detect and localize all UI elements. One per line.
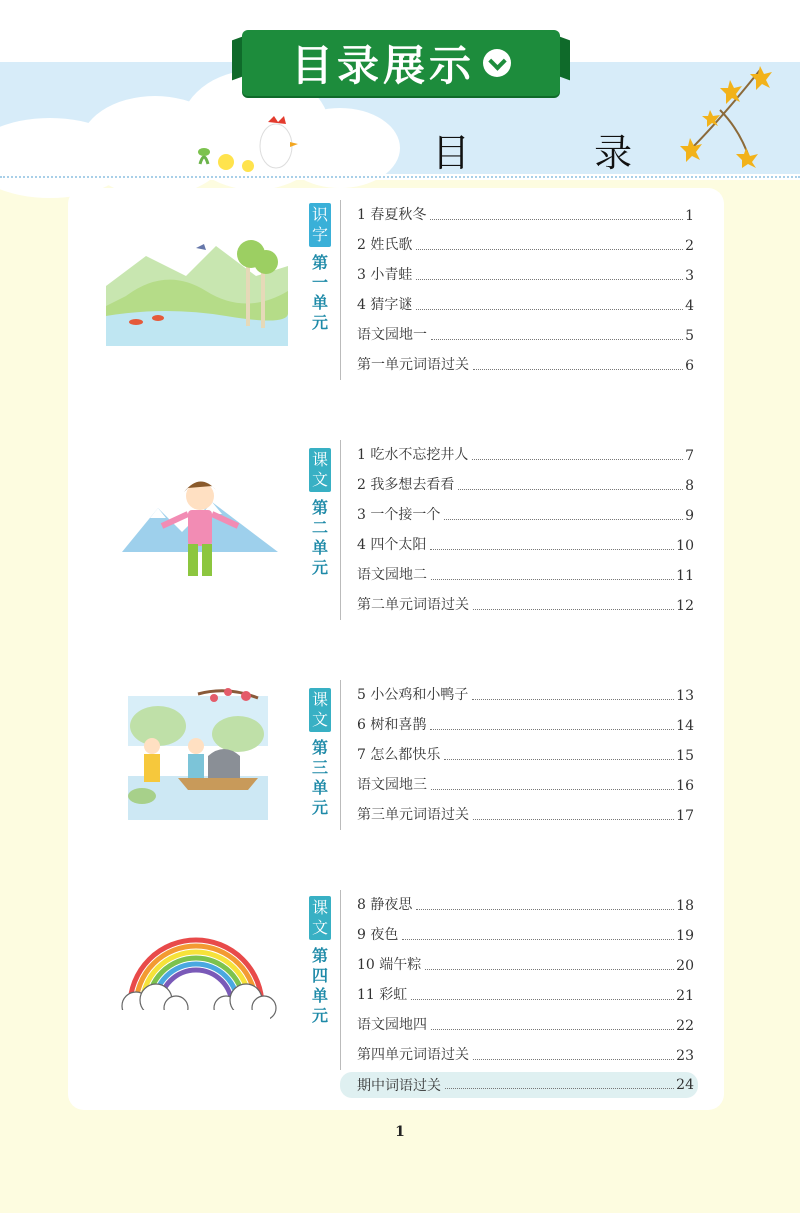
section-banner (232, 28, 570, 100)
chicken-chicks-icon (190, 112, 300, 178)
unit-4-tag (309, 896, 331, 1026)
dot-leader (411, 999, 674, 1000)
toc-entry[interactable] (357, 682, 694, 704)
toc-entry-title: 3 小青蛙 (357, 267, 413, 283)
unit-1-tag (309, 203, 331, 333)
unit-vertical-title: 第一单元 (311, 253, 328, 332)
unit-type-badge: 课文 (309, 896, 331, 940)
dot-leader (430, 219, 683, 220)
unit-vertical-title: 第三单元 (311, 738, 328, 817)
toc-entry-page: 4 (685, 298, 694, 314)
dot-leader (458, 489, 683, 490)
dot-leader (431, 1029, 674, 1030)
dot-leader (444, 759, 674, 760)
toc-entry-page: 16 (676, 778, 694, 794)
toc-entry[interactable] (357, 472, 694, 494)
dot-leader (445, 1088, 674, 1089)
toc-entry-title: 6 树和喜鹊 (357, 717, 427, 733)
toc-entry-page: 11 (676, 568, 694, 584)
page-number: 1 (395, 1124, 405, 1140)
toc-entry[interactable] (357, 592, 694, 614)
midterm-entry[interactable] (340, 1072, 698, 1098)
toc-entry-page: 18 (676, 898, 694, 914)
toc-entry[interactable] (357, 532, 694, 554)
toc-entry-title: 10 端午粽 (357, 957, 422, 973)
toc-entry-page: 21 (676, 988, 694, 1004)
toc-entry-page: 15 (676, 748, 694, 764)
toc-entry-page: 6 (685, 358, 694, 374)
toc-entry-title: 期中词语过关 (357, 1078, 441, 1094)
toc-entry-title: 第四单元词语过关 (357, 1047, 469, 1063)
dot-leader (472, 699, 674, 700)
toc-entry-page: 20 (676, 958, 694, 974)
dot-leader (416, 909, 674, 910)
toc-entry-page: 12 (676, 598, 694, 614)
toc-entry-page: 8 (685, 478, 694, 494)
dot-leader (473, 1059, 674, 1060)
dot-leader (431, 339, 683, 340)
unit-type-badge: 课文 (309, 448, 331, 492)
unit-vertical-title: 第二单元 (311, 498, 328, 577)
dot-leader (416, 279, 683, 280)
toc-entry-title: 第一单元词语过关 (357, 357, 469, 373)
toc-entry-page: 3 (685, 268, 694, 284)
toc-entry-page: 24 (676, 1077, 694, 1093)
boy-mountain-illustration (122, 472, 278, 582)
unit-3-tag (309, 688, 331, 818)
dot-leader (431, 789, 674, 790)
toc-entry-page: 1 (685, 208, 694, 224)
chevron-down-circle-icon (483, 49, 511, 77)
toc-entry-page: 17 (676, 808, 694, 824)
banner-title: 目录展示 (290, 41, 475, 90)
banner-plate (242, 30, 560, 96)
toc-entry[interactable] (357, 952, 694, 974)
toc-entry[interactable] (357, 352, 694, 374)
toc-entry-title: 11 彩虹 (357, 987, 408, 1003)
toc-entry[interactable] (357, 1012, 694, 1034)
toc-entry[interactable] (357, 562, 694, 584)
dot-leader (430, 729, 674, 730)
dot-leader (431, 579, 674, 580)
unit-2-tag (309, 448, 331, 578)
toc-entry[interactable] (357, 502, 694, 524)
toc-entry[interactable] (357, 892, 694, 914)
toc-entry-title: 4 四个太阳 (357, 537, 427, 553)
toc-entry[interactable] (357, 322, 694, 344)
toc-entry[interactable] (357, 262, 694, 284)
toc-entry-title: 5 小公鸡和小鸭子 (357, 687, 469, 703)
toc-entry[interactable] (357, 232, 694, 254)
landscape-river-trees-illustration (106, 236, 288, 346)
dot-leader (416, 249, 683, 250)
toc-entry-page: 13 (676, 688, 694, 704)
toc-entry-page: 10 (676, 538, 694, 554)
toc-entry-title: 第三单元词语过关 (357, 807, 469, 823)
toc-entry-title: 1 吃水不忘挖井人 (357, 447, 469, 463)
toc-entry-page: 14 (676, 718, 694, 734)
toc-entry-title: 语文园地四 (357, 1017, 427, 1033)
toc-entry-page: 22 (676, 1018, 694, 1034)
toc-entry-title: 9 夜色 (357, 927, 399, 943)
page-heading: 目 录 (432, 131, 689, 175)
toc-entry[interactable] (357, 292, 694, 314)
unit-type-badge: 识字 (309, 203, 331, 247)
dot-leader (473, 819, 674, 820)
unit-type-badge: 课文 (309, 688, 331, 732)
rainbow-clouds-illustration (106, 922, 288, 1040)
toc-entry[interactable] (357, 1042, 694, 1064)
toc-entry-page: 7 (685, 448, 694, 464)
toc-entry-page: 19 (676, 928, 694, 944)
dot-leader (416, 309, 683, 310)
dot-leader (473, 369, 683, 370)
dot-leader (472, 459, 683, 460)
toc-entry[interactable] (357, 922, 694, 944)
toc-entry-title: 7 怎么都快乐 (357, 747, 441, 763)
dot-leader (425, 969, 674, 970)
toc-entry[interactable] (357, 802, 694, 824)
toc-entry-title: 1 春夏秋冬 (357, 207, 427, 223)
toc-entry-title: 语文园地一 (357, 327, 427, 343)
toc-entry-title: 第二单元词语过关 (357, 597, 469, 613)
unit-separator (340, 680, 341, 830)
children-boat-illustration (128, 686, 268, 820)
toc-entry-title: 2 我多想去看看 (357, 477, 455, 493)
toc-entry-title: 3 一个接一个 (357, 507, 441, 523)
toc-entry-title: 2 姓氏歌 (357, 237, 413, 253)
toc-entry[interactable] (357, 982, 694, 1004)
toc-entry-title: 8 静夜思 (357, 897, 413, 913)
dot-leader (444, 519, 683, 520)
toc-entry[interactable] (357, 772, 694, 794)
toc-entry-page: 5 (685, 328, 694, 344)
toc-entry-title: 4 猜字谜 (357, 297, 413, 313)
unit-separator (340, 440, 341, 620)
toc-entry[interactable] (357, 442, 694, 464)
dot-leader (473, 609, 674, 610)
toc-entry-title: 语文园地三 (357, 777, 427, 793)
unit-separator (340, 200, 341, 380)
toc-entry[interactable] (357, 712, 694, 734)
unit-vertical-title: 第四单元 (311, 946, 328, 1025)
toc-entry-page: 23 (676, 1048, 694, 1064)
unit-separator (340, 890, 341, 1070)
toc-entry-page: 2 (685, 238, 694, 254)
dot-leader (430, 549, 674, 550)
toc-entry[interactable] (357, 202, 694, 224)
toc-entry[interactable] (357, 742, 694, 764)
dot-leader (402, 939, 674, 940)
toc-entry-page: 9 (685, 508, 694, 524)
toc-entry-title: 语文园地二 (357, 567, 427, 583)
